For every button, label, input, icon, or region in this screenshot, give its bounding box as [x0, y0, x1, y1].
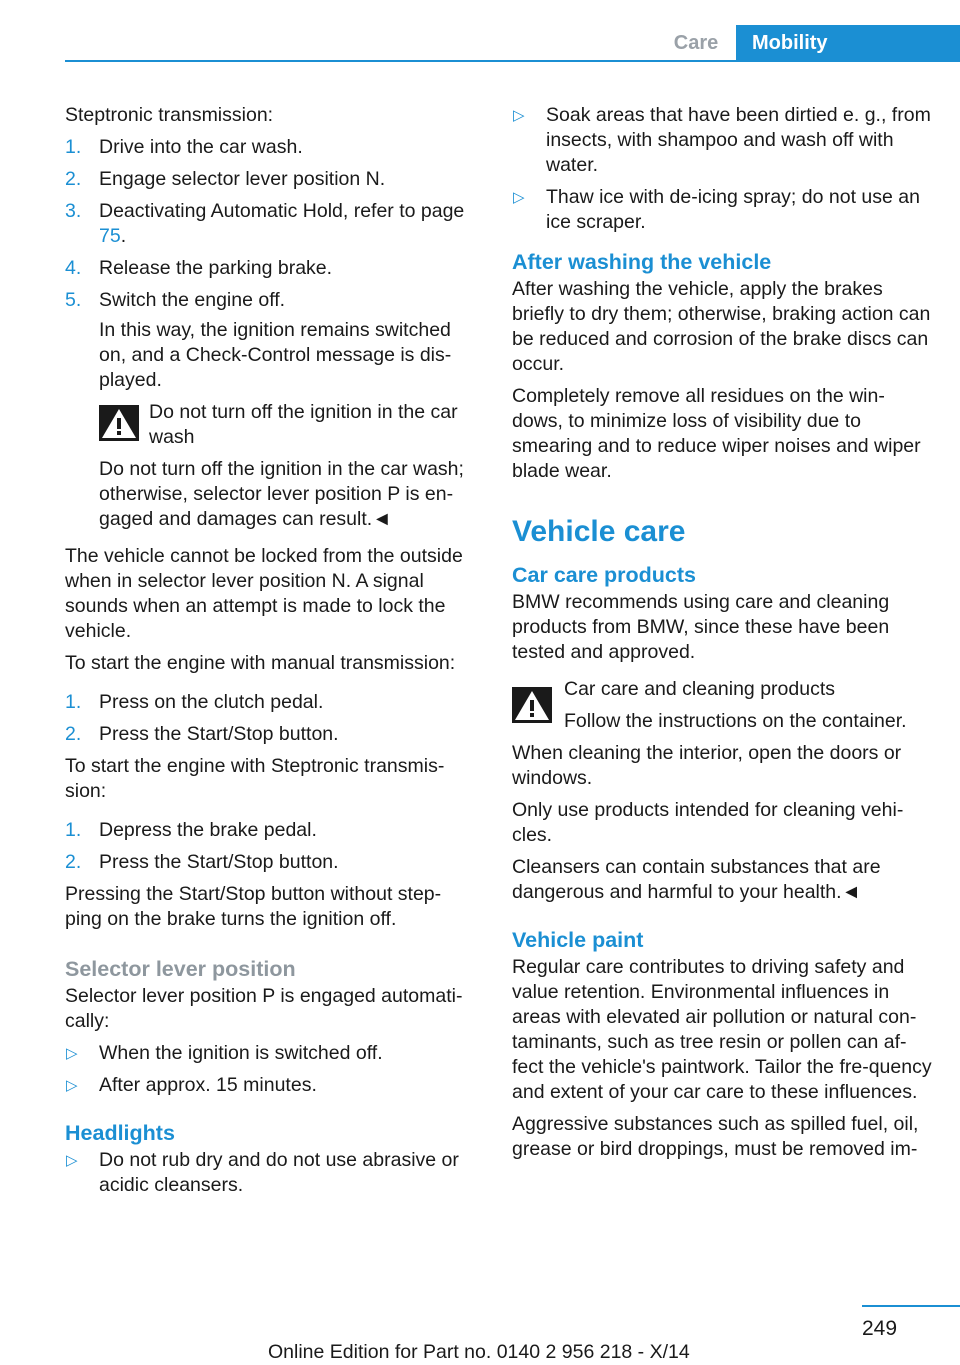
step-number: 3. — [65, 200, 82, 222]
heading-headlights: Headlights — [65, 1121, 175, 1145]
triangle-bullet-icon: ▷ — [513, 189, 525, 206]
para-locked: The vehicle cannot be locked from the outside when in selector lever position N. A signal sounds when an attempt is made to lock the vehicle. — [65, 545, 463, 642]
para-after-1: After washing the vehicle, apply the brakes briefly to dry them; otherwise, braking action can be reduced and corrosion of the brake discs can occur. — [512, 278, 931, 375]
warning-title: Car care and cleaning products — [564, 678, 835, 700]
page-link[interactable]: 75 — [99, 225, 121, 247]
list-item — [65, 135, 477, 160]
para-selector: Selector lever position P is engaged automati-cally: — [65, 985, 463, 1032]
step-number: 1. — [65, 691, 82, 713]
bullet-text: After approx. 15 minutes. — [99, 1074, 317, 1096]
bullet-text: Soak areas that have been dirtied e. g., from insects, with shampoo and wash off with water. — [546, 104, 931, 176]
page-number: 249 — [862, 1317, 898, 1340]
para-interior: When cleaning the interior, open the doors or windows. — [512, 742, 902, 789]
warning-triangle-icon — [512, 687, 552, 723]
warning-body: Do not turn off the ignition in the car wash; otherwise, selector lever position P is en-gaged and damages can result.◄ — [99, 458, 464, 530]
step-text: Engage selector lever position N. — [99, 168, 386, 190]
list-item — [512, 185, 932, 235]
triangle-bullet-icon: ▷ — [66, 1045, 78, 1062]
list-item — [65, 722, 477, 747]
heading-selector-lever: Selector lever position — [65, 957, 296, 981]
triangle-bullet-icon: ▷ — [513, 107, 525, 124]
step-text: Press the Start/Stop button. — [99, 851, 339, 873]
step-number: 2. — [65, 851, 82, 873]
heading-after-washing: After washing the vehicle — [512, 250, 772, 274]
step-number: 2. — [65, 723, 82, 745]
triangle-bullet-icon: ▷ — [66, 1152, 78, 1169]
triangle-bullet-icon: ▷ — [66, 1077, 78, 1094]
selector-bullets — [65, 1041, 477, 1098]
list-item — [65, 850, 477, 875]
edition-text: Online Edition for Part no. 0140 2 956 218 - X/14 — [268, 1341, 690, 1363]
step-number: 1. — [65, 136, 82, 158]
list-item — [65, 690, 477, 715]
para-cleansers: Cleansers can contain substances that are dangerous and harmful to your health.◄ — [512, 856, 881, 903]
right-column — [512, 103, 932, 1169]
step-number: 1. — [65, 819, 82, 841]
list-item — [65, 256, 477, 281]
step-text: Deactivating Automatic Hold, refer to page — [99, 200, 465, 222]
top-bullets — [512, 103, 932, 235]
warning-block — [99, 400, 477, 532]
tab-care[interactable]: Care — [656, 25, 736, 60]
steps-list-3 — [65, 818, 477, 875]
step-text-after: . — [120, 225, 127, 247]
list-item — [65, 818, 477, 843]
bullet-text: Thaw ice with de-icing spray; do not use an ice scraper. — [546, 186, 920, 233]
list-item — [65, 1073, 477, 1098]
warning-title: Do not turn off the ignition in the car wash — [149, 401, 458, 448]
footer-rule — [862, 1305, 960, 1307]
warning-title-row — [99, 400, 477, 450]
list-item — [65, 199, 477, 249]
para-paint: Regular care contributes to driving safety and value retention. Environmental influences in areas with elevated air pollution or natural con-taminants, such as tree resin or pollen can af-fect the vehicle's paintwork. Tailor the fre-quency and extent of your car care to these influences. — [512, 956, 932, 1103]
step-number: 4. — [65, 257, 82, 279]
para-aggressive: Aggressive substances such as spilled fuel, oil, grease or bird droppings, must be removed im- — [512, 1113, 919, 1160]
steptronic-start-intro: To start the engine with Steptronic transmis-sion: — [65, 755, 445, 802]
step-text: Release the parking brake. — [99, 257, 333, 279]
left-column — [65, 103, 477, 1205]
para-after-2: Completely remove all residues on the win-dows, to minimize loss of visibility due to smearing and to reduce wiper noises and wiper blade wear. — [512, 385, 921, 482]
steps-list-2 — [65, 690, 477, 747]
step-text: Press on the clutch pedal. — [99, 691, 324, 713]
step5-note: In this way, the ignition remains switched on, and a Check-Control message is dis-played. — [99, 319, 452, 391]
bullet-text: When the ignition is switched off. — [99, 1042, 383, 1064]
steptronic-intro: Steptronic transmission: — [65, 104, 274, 126]
para-pressing: Pressing the Start/Stop button without step-ping on the brake turns the ignition off. — [65, 883, 442, 930]
step-text: Depress the brake pedal. — [99, 819, 317, 841]
headlights-bullets — [65, 1148, 477, 1198]
heading-vehicle-paint: Vehicle paint — [512, 928, 644, 952]
tab-mobility[interactable]: Mobility — [736, 25, 960, 62]
step-text: Press the Start/Stop button. — [99, 723, 339, 745]
bullet-text: Do not rub dry and do not use abrasive or acidic cleansers. — [99, 1149, 459, 1196]
para-products: BMW recommends using care and cleaning products from BMW, since these have been tested and approved. — [512, 591, 890, 663]
list-item — [512, 103, 932, 178]
list-item — [65, 167, 477, 192]
heading-car-care-products: Car care products — [512, 563, 697, 587]
step-text: Drive into the car wash. — [99, 136, 303, 158]
list-item — [65, 288, 477, 313]
warning-triangle-icon — [99, 405, 139, 441]
para-only: Only use products intended for cleaning vehi-cles. — [512, 799, 904, 846]
list-item — [65, 1148, 477, 1198]
step-number: 5. — [65, 289, 82, 311]
step-number: 2. — [65, 168, 82, 190]
manual-intro: To start the engine with manual transmission: — [65, 652, 456, 674]
warning-block — [512, 677, 932, 734]
step-text: Switch the engine off. — [99, 289, 286, 311]
warning-body: Follow the instructions on the container. — [564, 710, 907, 732]
list-item — [65, 1041, 477, 1066]
heading-vehicle-care: Vehicle care — [512, 515, 686, 548]
steps-list-1 — [65, 135, 477, 313]
